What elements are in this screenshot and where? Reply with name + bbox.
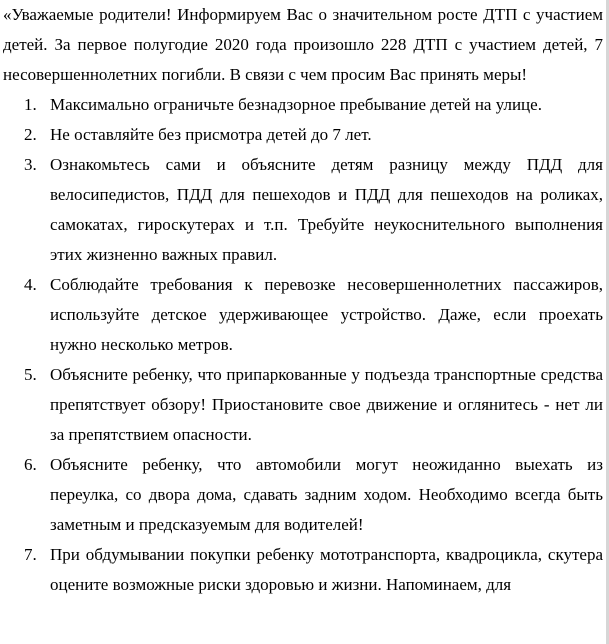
list-item <box>3 450 603 540</box>
list-item <box>3 270 603 360</box>
item-number: 7. <box>24 545 37 564</box>
safety-rules-list <box>3 90 603 600</box>
item-text: Не оставляйте без присмотра детей до 7 лет. <box>50 125 372 144</box>
list-item <box>3 120 603 150</box>
item-number: 5. <box>24 365 37 384</box>
item-text: Объясните ребенку, что автомобили могут неожиданно выехать из переулка, со двора дома, сдавать задним ходом. Необходимо всегда быть заметным и предсказуемым для водителей! <box>50 455 603 534</box>
list-item <box>3 90 603 120</box>
list-item <box>3 150 603 270</box>
item-text: Соблюдайте требования к перевозке несовершеннолетних пассажиров, используйте детское удерживающее устройство. Даже, если проехать нужно несколько метров. <box>50 275 603 354</box>
list-item <box>3 360 603 450</box>
item-text: При обдумывании покупки ребенку мототранспорта, квадроцикла, скутера оцените возможные риски здоровью и жизни. Напоминаем, для <box>50 545 603 594</box>
item-text: Максимально ограничьте безнадзорное пребывание детей на улице. <box>50 95 542 114</box>
item-number: 4. <box>24 275 37 294</box>
list-item <box>3 540 603 600</box>
item-text: Объясните ребенку, что припаркованные у подъезда транспортные средства препятствует обзору! Приостановите свое движение и оглянитесь - нет ли за препятствием опасности. <box>50 365 603 444</box>
intro-paragraph: «Уважаемые родители! Информируем Вас о значительном росте ДТП с участием детей. За первое полугодие 2020 года произошло 228 ДТП с участием детей, 7 несовершеннолетних погибли. В связи с чем просим Вас принять меры! <box>3 5 603 84</box>
item-number: 1. <box>24 95 37 114</box>
item-number: 6. <box>24 455 37 474</box>
item-number: 3. <box>24 155 37 174</box>
item-number: 2. <box>24 125 37 144</box>
item-text: Ознакомьтесь сами и объясните детям разницу между ПДД для велосипедистов, ПДД для пешеходов и ПДД для пешеходов на роликах, самокатах, гироскутерах и т.п. Требуйте неукоснительного выполнения этих жизненно важных правил. <box>50 155 603 264</box>
